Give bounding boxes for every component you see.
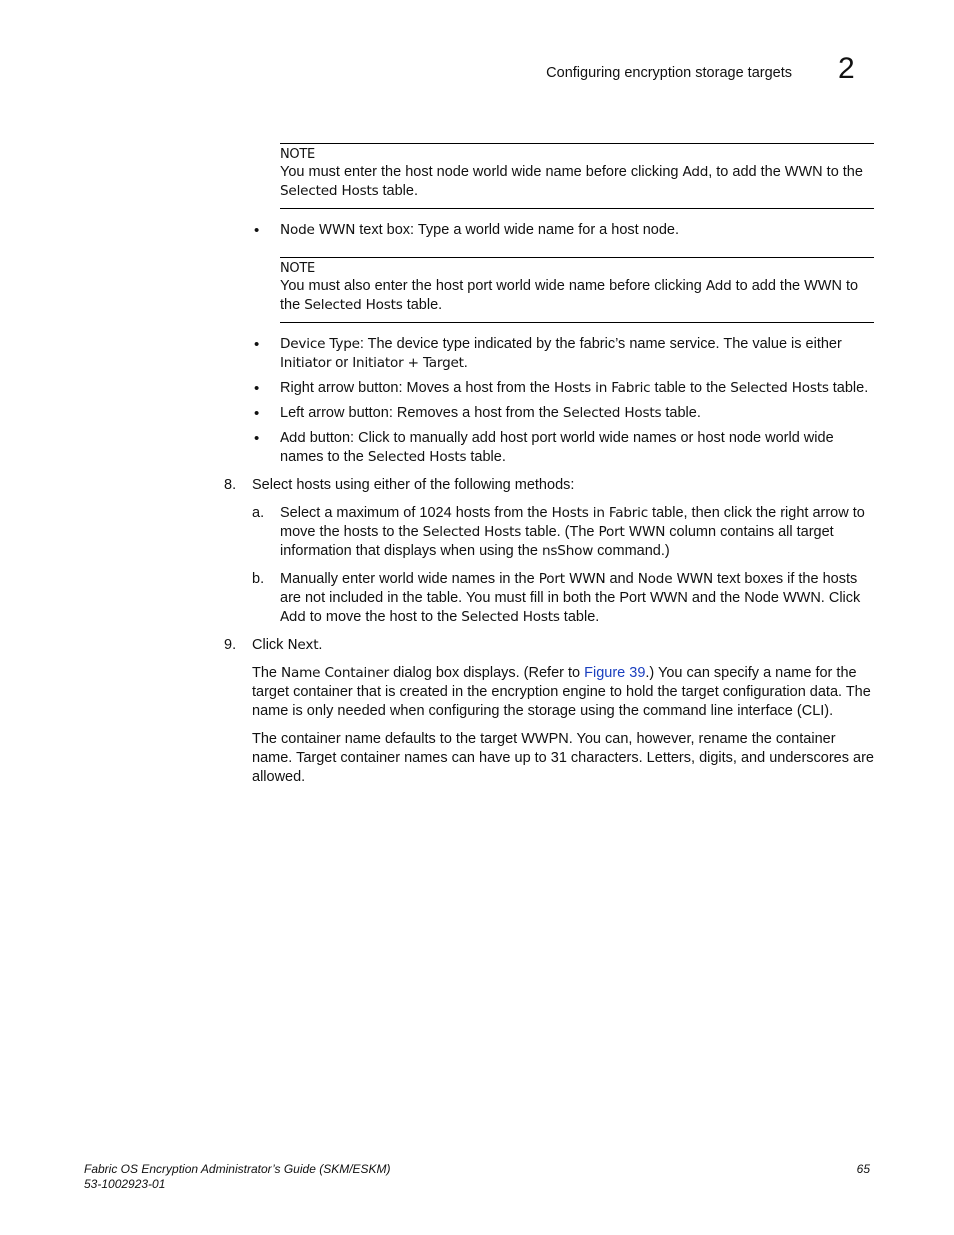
text-run: button: Click to manually add host port world wide names or host node world wide names to the	[280, 430, 834, 465]
page-number: 65	[856, 1162, 870, 1176]
bullet-node-wwn	[224, 221, 874, 240]
ui-term-initiator-target: Initiator + Target	[352, 355, 464, 371]
text-run: You must also enter the host port world wide name before clicking	[280, 278, 706, 294]
ui-term-selected-hosts: Selected Hosts	[367, 449, 467, 465]
text-run: .	[463, 355, 468, 371]
note-box-node-wwn	[280, 143, 874, 209]
ui-term-initiator: Initiator	[280, 355, 332, 371]
text-run: table.	[466, 449, 506, 465]
step-9-paragraph-name-container	[224, 664, 874, 721]
text-run: dialog box displays. (Refer to	[389, 665, 585, 681]
text-run: and	[605, 571, 638, 587]
text-run: text boxes if the hosts are not included in the table. You must fill in both the Port WWN and the Node WWN. Click	[280, 571, 861, 606]
text-run: table, then click the right arrow to move the hosts to the	[280, 505, 865, 540]
bullet-left-arrow	[224, 404, 874, 423]
substep-label: a.	[252, 505, 265, 521]
note-heading: NOTE	[280, 261, 315, 276]
ui-term-next: Next	[287, 637, 319, 653]
ui-term-hosts-in-fabric: Hosts in Fabric	[551, 505, 649, 521]
step-text: Select hosts using either of the following methods:	[252, 477, 575, 493]
text-run: table. (The	[521, 524, 599, 540]
text-run: Right arrow button: Moves a host from the	[280, 380, 555, 396]
ui-term-add: Add	[280, 430, 306, 446]
text-run: The	[252, 665, 282, 681]
note-heading: NOTE	[280, 147, 315, 162]
text-run: table.	[661, 405, 701, 421]
ui-term-node-wwn: Node WWN	[280, 222, 356, 238]
text-run: table.	[402, 297, 443, 313]
running-header-title: Configuring encryption storage targets	[546, 65, 792, 81]
step-8-a	[224, 504, 874, 561]
ui-term-selected-hosts: Selected Hosts	[461, 609, 560, 625]
ui-term-add: Add	[705, 278, 732, 294]
text-run: table to the	[650, 380, 731, 396]
note-box-port-wwn	[280, 257, 874, 323]
figure-39-link[interactable]: Figure 39	[584, 665, 646, 681]
ui-term-port-wwn: Port WWN	[538, 571, 606, 587]
ui-term-selected-hosts: Selected Hosts	[562, 405, 662, 421]
ui-term-device-type: Device Type	[280, 336, 360, 352]
step-9	[224, 636, 874, 655]
text-run: Select a maximum of 1024 hosts from the	[280, 505, 552, 521]
ui-term-name-container: Name Container	[281, 665, 390, 681]
text-run: column contains all target information that displays when using the	[280, 524, 834, 559]
ui-term-add: Add	[682, 164, 709, 180]
text-run: command.)	[593, 543, 670, 559]
ui-term-hosts-in-fabric: Hosts in Fabric	[554, 380, 651, 396]
substep-label: b.	[252, 571, 265, 587]
text-run: to add the WWN to the	[280, 278, 859, 313]
chapter-number: 2	[838, 52, 855, 85]
step-9-paragraph-container-name: The container name defaults to the target WWPN. You can, however, rename the container name. Target container names can have up to 31 characters. Letters, digits, and underscores are allowed.	[252, 731, 874, 785]
text-run: .	[318, 637, 323, 653]
page-content	[224, 143, 874, 787]
ui-term-selected-hosts: Selected Hosts	[280, 183, 379, 199]
text-run: Left arrow button: Removes a host from the	[280, 405, 563, 421]
text-run: : The device type indicated by the fabric’s name service. The value is either	[359, 336, 842, 352]
text-run: Manually enter world wide names in the	[280, 571, 539, 587]
text-run: You must enter the host node world wide name before clicking	[280, 164, 683, 180]
text-run: table.	[559, 609, 600, 625]
ui-term-selected-hosts: Selected Hosts	[304, 297, 403, 313]
ui-term-selected-hosts: Selected Hosts	[422, 524, 522, 540]
text-run: , to add the WWN to the	[708, 164, 863, 180]
bullet-right-arrow	[224, 379, 874, 398]
footer-doc-number: 53-1002923-01	[84, 1177, 166, 1191]
page-footer	[84, 1162, 872, 1192]
ui-term-port-wwn: Port WWN	[598, 524, 666, 540]
ui-term-node-wwn: Node WWN	[637, 571, 713, 587]
ui-term-add: Add	[280, 609, 306, 625]
text-run: table.	[378, 183, 418, 199]
note-text	[280, 277, 874, 315]
text-run: .) You can specify a name for the target container that is created in the encryption engine to hold the target configuration data. The name is only needed when configuring the storage using the command line interface (CLI).	[252, 665, 871, 719]
text-run: Click	[252, 637, 288, 653]
footer-guide-title: Fabric OS Encryption Administrator’s Guide (SKM/ESKM)	[84, 1162, 391, 1176]
text-run: to move the host to the	[305, 609, 462, 625]
step-number: 8.	[224, 477, 237, 493]
step-number: 9.	[224, 637, 237, 653]
text-run: table.	[828, 380, 869, 396]
note-text	[280, 163, 874, 201]
step-8	[224, 476, 874, 495]
text-run: or	[331, 355, 353, 371]
text-run: text box: Type a world wide name for a host node.	[355, 222, 680, 238]
ui-term-selected-hosts: Selected Hosts	[730, 380, 829, 396]
bullet-device-type	[224, 335, 874, 373]
command-nsshow: nsShow	[541, 543, 594, 559]
bullet-add	[224, 429, 874, 467]
step-8-b	[224, 570, 874, 627]
